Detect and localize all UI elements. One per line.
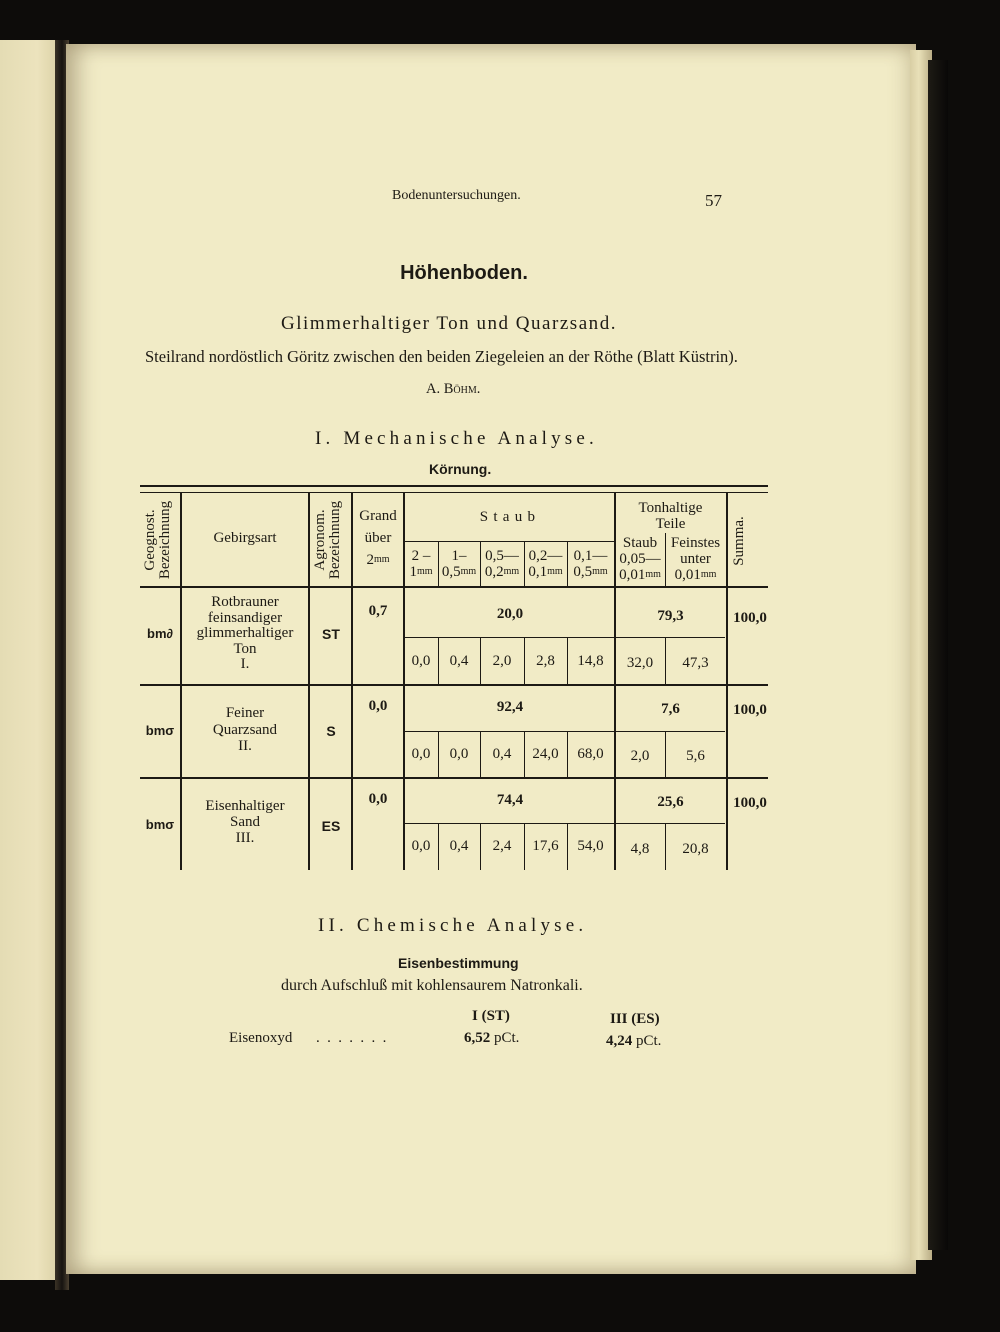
header-staub-3: 0,5— $0,2^{mm}$ [484,548,520,580]
row-staub-total: 20,0 [496,606,524,622]
leader-dots: . . . . . . . [316,1030,389,1046]
value-st: 6,52 pCt. [464,1030,520,1046]
row-value: 14,8 [577,653,604,669]
row-gebirgsart: Rotbrauner feinsandiger glimmerhaltiger Ton I. [196,594,294,672]
row-summa: 100,0 [733,702,767,718]
left-page-edge [0,40,62,1280]
row-value: 17,6 [532,838,559,854]
header-geognost: Geognost. Bezeichnung [142,500,173,580]
row-grand: 0,0 [368,698,388,714]
row-agronom: ES [321,818,341,834]
location-line: Steilrand nordöstlich Göritz zwischen den beiden Ziegeleien an der Röthe (Blatt Küstrin). [145,347,738,366]
row-grand: 0,0 [368,791,388,807]
header-staub-1: 2 – $1^{mm}$ [409,548,433,580]
row-value: 0,4 [492,746,512,762]
row-ton-total: 25,6 [657,794,684,810]
page-number: 57 [705,191,722,210]
row-value: 0,0 [449,746,469,762]
row-value: 24,0 [532,746,559,762]
row-summa: 100,0 [733,795,767,811]
header-agronom: Agronom. Bezeichnung [312,500,343,580]
section2-heading: II. Chemische Analyse. [318,915,588,936]
header-ton-staub: Staub 0,05— $0,01^{mm}$ [619,535,661,583]
row-summa: 100,0 [733,610,767,626]
header-staub-5: 0,1— $0,5^{mm}$ [573,548,608,580]
subtitle: Glimmerhaltiger Ton und Quarzsand. [281,313,617,334]
header-summa: Summa. [731,516,747,566]
col-header-st: I (ST) [472,1008,510,1024]
header-ton-feinstes: Feinstes unter $0,01^{mm}$ [670,535,721,583]
section1-heading: I. Mechanische Analyse. [315,428,598,449]
section1-subheading: Körnung. [429,461,492,477]
cover-edge [928,60,948,1250]
row-geognost: bmσ [145,817,175,832]
header-staub: Staub [479,509,541,525]
row-value: 4,8 [630,841,650,857]
row-value: 47,3 [682,655,709,671]
row-value: 2,4 [492,838,512,854]
row-value: 0,4 [449,653,469,669]
row-ton-total: 79,3 [657,608,684,624]
author: A. Böhm. [426,381,481,397]
row-staub-total: 92,4 [496,699,524,715]
row-agronom: S [326,723,336,739]
header-tonhaltige: Tonhaltige Teile [638,500,703,532]
row-value: 2,0 [630,748,650,764]
row-value: 20,8 [682,841,709,857]
row-value: 0,0 [411,838,431,854]
row-value: 2,8 [536,653,555,669]
header-staub-4: 0,2— $0,1^{mm}$ [528,548,563,580]
header-grand: Grand über $2^{mm}$ [359,508,397,568]
header-staub-2: 1– $0,5^{mm}$ [441,548,477,580]
value-es: 4,24 pCt. [606,1033,662,1049]
page-title: Höhenboden. [400,262,528,284]
running-title: Bodenuntersuchungen. [392,188,521,203]
row-value: 32,0 [626,655,654,671]
row-label-eisenoxyd: Eisenoxyd [229,1030,293,1046]
col-header-es: III (ES) [610,1011,660,1027]
row-staub-total: 74,4 [496,792,524,808]
header-gebirgsart: Gebirgsart [213,530,277,546]
row-value: 0,4 [449,838,469,854]
row-value: 0,0 [411,746,431,762]
row-value: 2,0 [492,653,512,669]
row-gebirgsart: Eisenhaltiger Sand III. [205,798,285,846]
row-geognost: bmσ [145,723,175,738]
row-value: 54,0 [577,838,604,854]
section2-subheading: Eisenbestimmung [398,955,519,971]
row-geognost: bm∂ [147,626,173,641]
row-gebirgsart: Feiner Quarzsand II. [212,705,278,754]
row-value: 5,6 [686,748,705,764]
row-ton-total: 7,6 [661,701,680,717]
row-agronom: ST [322,626,340,642]
row-value: 0,0 [411,653,431,669]
row-value: 68,0 [577,746,604,762]
row-grand: 0,7 [368,603,388,619]
section2-method: durch Aufschluß mit kohlensaurem Natronkali. [281,977,583,994]
